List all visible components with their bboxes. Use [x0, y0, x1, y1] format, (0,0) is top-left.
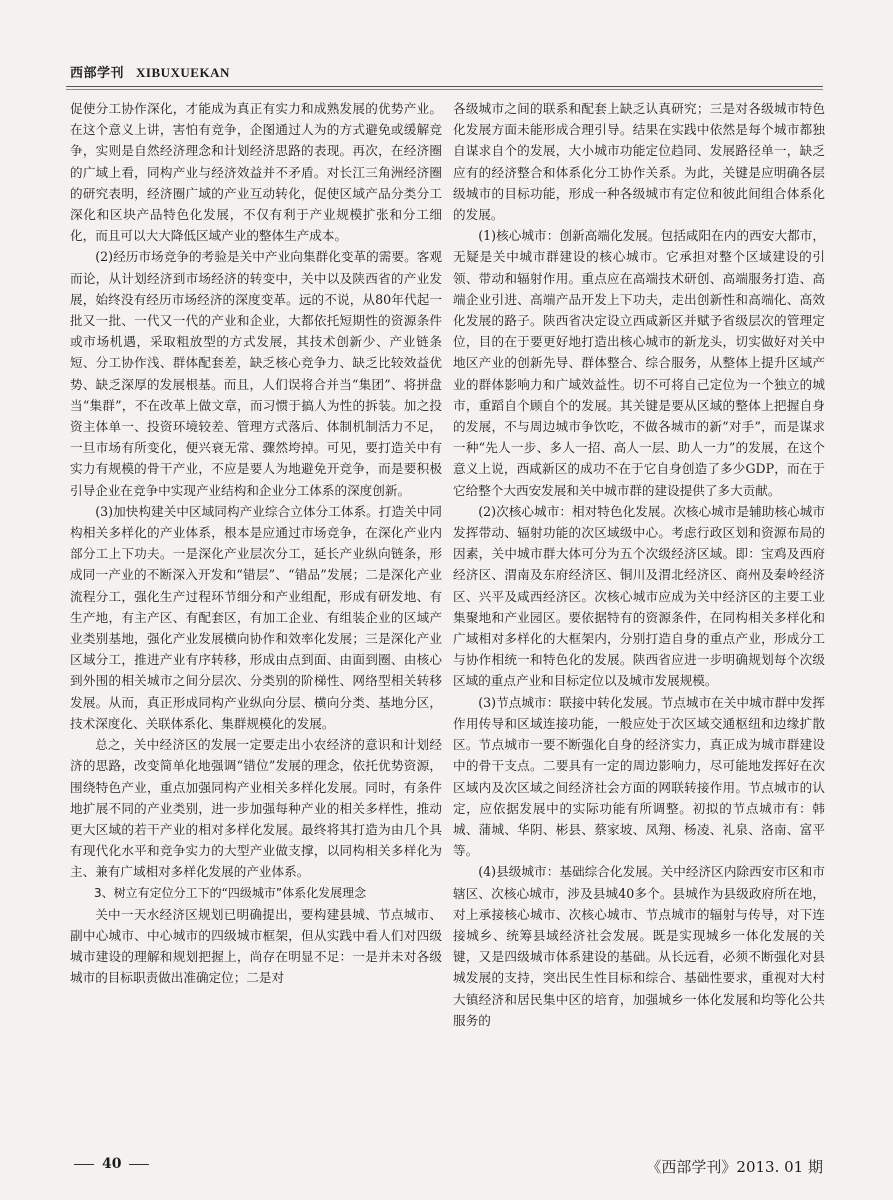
running-header [70, 62, 230, 81]
paragraph: 促使分工协作深化，才能成为真正有实力和成熟发展的优势产业。在这个意义上讲，害怕有竞争，企图通过人为的方式避免或缓解竞争，实则是自然经济理念和计划经济思路的表现。再次，在经济圈的广域上看，同构产业与经济效益并不矛盾。对长江三角洲经济圈的研究表明，经济圈广域的产业互动转化，促使区域产品分类分工深化和区块产品特色化发展，不仅有利于产业规模扩张和分工细化，而且可以大大降低区域产业的整体生产成本。 [70, 101, 442, 244]
paragraph: 各级城市之间的联系和配套上缺乏认真研究；三是对各级城市特色化发展方面未能形成合理引导。结果在实践中依然是每个城市都独自谋求自个的发展，大小城市功能定位趋同、发展路径单一，缺乏应有的经济整合和体系化分工协作关系。为此，关键是应明确各层级城市的目标功能，形成一种各级城市有定位和彼此间组合体系化的发展。 [453, 101, 825, 223]
header-rule [66, 86, 823, 87]
paragraph: (1)核心城市：创新高端化发展。包括咸阳在内的西安大都市，无疑是关中城市群建设的核心城市。它承担对整个区域建设的引领、带动和辐射作用。重点应在高端技术研创、高端服务打造、高端企业引进、高端产品开发上下功夫，走出创新性和高端化、高效化发展的路子。陕西省决定设立西咸新区并赋予省级层次的管理定位，目的在于要更好地打造出核心城市的新龙头，切实做好对关中地区产业的创新先导、群体整合、综合服务，从整体上提升区域产业的群体影响力和广域效益性。切不可将自己定位为一个独立的城市，重蹈自个顾自个的发展。其关键是要从区域的整体上把握自身的发展，不与周边城市争饮吃，不做各城市的新“对手”，而是谋求一种“先人一步、多人一招、高人一层、助人一力”的发展，在这个意义上说，西咸新区的成功不在于它自身创造了多少GDP，而在于它给整个大西安发展和关中城市群的建设提供了多大贡献。 [453, 228, 825, 498]
paragraph: 关中一天水经济区规划已明确提出，要构建县城、节点城市、副中心城市、中心城市的四级城市框架，但从实践中看人们对四级城市建设的理解和规划把握上，尚存在明显不足：一是并未对各级城市的目标职责做出准确定位；二是对 [70, 906, 442, 986]
paragraph: (3)节点城市：联接中转化发展。节点城市在关中城市群中发挥作用传导和区域连接功能，一般应处于次区域交通枢纽和边缘扩散区。节点城市一要不断强化自身的经济实力，真正成为城市群建设中的骨干支点。二要具有一定的周边影响力，尽可能地发挥好在次区域内及次区域之间经济社会方面的网联转接作用。节点城市的认定，应依据发展中的实际功能有所调整。初拟的节点城市有：韩城、蒲城、华阴、彬县、蔡家坡、凤翔、杨凌、礼泉、洛南、富平等。 [453, 694, 825, 859]
right-column [453, 98, 825, 1148]
page-number: 40 [66, 1156, 157, 1172]
journal-name-cn: 西部学刊 [70, 66, 125, 81]
paragraph: (4)县级城市：基础综合化发展。关中经济区内除西安市区和市辖区、次核心城市，涉及县城40多个。县城作为县级政府所在地，对上承接核心城市、次核心城市、节点城市的辐射与传导，对下连接城乡、统筹县域经济社会发展。既是实现城乡一体化发展的关键，又是四级城市体系建设的基础。从长远看，必须不断强化对县城发展的支持，突出民生性目标和综合、基础性要求，重视对大村大镇经济和居民集中区的培育，加强城乡一体化发展和均等化公共服务的 [453, 864, 825, 1028]
section-heading: 3、树立有定位分工下的“四级城市”体系化发展理念 [94, 885, 367, 900]
header-rule-thin [66, 89, 823, 90]
left-column [70, 98, 442, 1148]
paragraph: (3)加快构建关中区域同构产业综合立体分工体系。打造关中同构相关多样化的产业体系，根本是应通过市场竞争，在深化产业内部分工上下功夫。一是深化产业层次分工，延长产业纵向链条，形成同一产业的不断深入开发和“错层”、“错品”发展；二是深化产业流程分工，强化生产过程环节细分和产业组配，形成有研发地、有生产地，有主产区、有配套区，有加工企业、有组装企业的区域产业类别基地，强化产业发展横向协作和效率化发展；三是深化产业区域分工，推进产业有序转移，形成由点到面、由面到圈、由核心到外围的相关城市之间分层次、分类别的阶梯性、网络型相关转移发展。从而，真正形成同构产业纵向分层、横向分类、基地分区，技术深度化、关联体系化、集群规模化的发展。 [70, 503, 442, 731]
paragraph: 总之，关中经济区的发展一定要走出小农经济的意识和计划经济的思路，改变简单化地强调“错位”发展的理念，依托优势资源，围绕特色产业，重点加强同构产业相关多样化发展。同时，有条件地扩展不同的产业类别，进一步加强每种产业的相关多样性，推动更大区域的若干产业的相对多样化发展。最终将其打造为由几个具有现代化水平和竞争实力的大型产业做支撑，以同构相关多样化为主、兼有广域相对多样化发展的产业体系。 [70, 737, 442, 880]
journal-name-en: XIBUXUEKAN [136, 65, 230, 80]
issue-label: 《西部学刊》2013. 01 期 [646, 1158, 823, 1176]
paragraph: (2)次核心城市：相对特色化发展。次核心城市是辅助核心城市发挥带动、辐射功能的次区域级中心。考虑行政区划和资源布局的因素，关中城市群大体可分为五个次级经济区域。即：宝鸡及西府经济区、渭南及东府经济区、铜川及渭北经济区、商州及秦岭经济区、兴平及咸西经济区。次核心城市应成为关中经济区的主要工业集聚地和产业园区。要依据特有的资源条件，在同构相关多样化和广域相对多样化的大框架内，分别打造自身的重点产业，形成分工与协作相统一和特色化的发展。陕西省应进一步明确规划每个次级区域的重点产业和目标定位以及城市发展规模。 [453, 503, 825, 689]
paragraph: (2)经历市场竞争的考验是关中产业向集群化变革的需要。客观而论，从计划经济到市场经济的转变中，关中以及陕西省的产业发展，始终没有经历市场经济的深度变革。远的不说，从80年代起一批又一批、一代又一代的产业和企业，大都依托短期性的资源条件或市场机遇，采取粗放型的方式发展，其技术创新少、产业链条短、分工协作浅、群体配套差，缺乏核心竞争力、缺乏比较效益优势、缺乏深厚的发展根基。而且，人们误将合并当“集团”、将拼盘当“集群”，不在改革上做文章，而习惯于搞人为性的拆装。加之投资主体单一、投资环境较差、管理方式落后、体制机制活力不足，一旦市场有所变化，便兴衰无常、骤然垮掉。可见，要打造关中有实力有规模的骨干产业，不应是要人为地避免开竞争，而是要积极引导企业在竞争中实现产业结构和企业分工体系的深度创新。 [70, 249, 442, 498]
